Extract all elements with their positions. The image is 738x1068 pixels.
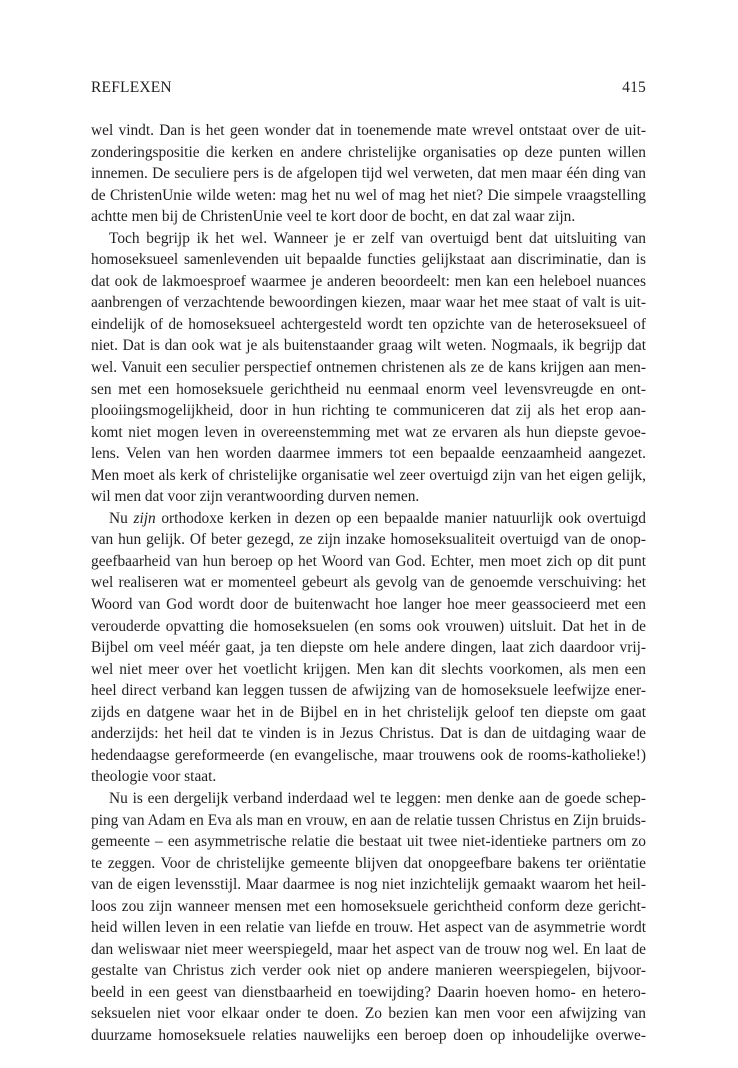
text-line: plooiingsmogelijkheid, door in hun richting te communiceren dat zij als het erop aan- <box>91 402 646 420</box>
text-line: de ChristenUnie wilde weten: mag het nu wel of mag het niet? Die simpele vraagstelling <box>91 186 646 204</box>
text-line: theologie voor staat. <box>91 768 217 786</box>
text-line: te zeggen. Voor de christelijke gemeente blijven dat onopgeefbare bakens ter oriëntatie <box>91 854 646 872</box>
text-line: heel direct verband kan leggen tussen de afwijzing van de homoseksuele leefwijze ener- <box>91 682 646 700</box>
italic-emphasis: zijn <box>133 509 156 527</box>
line-rest-text: orthodoxe kerken in dezen op een bepaalde manier natuurlijk ook overtuigd <box>161 509 646 527</box>
text-line: wel realiseren wat er momenteel gebeurt als gevolg van de genoemde verschuiving: het <box>91 574 646 592</box>
text-line: Toch begrijp ik het wel. Wanneer je er zelf van overtuigd bent dat uitsluiting van <box>109 229 646 247</box>
text-line: loos zou zijn wanneer mensen met een homoseksuele gerichtheid conform deze gericht- <box>91 897 646 915</box>
text-line: niet. Dat is dan ook wat je als buitenstaander graag wilt weten. Nogmaals, ik begrijp dat <box>91 337 646 355</box>
text-line: aanbrengen of verzachtende bewoordingen kiezen, maar waar het mee staat of valt is uit- <box>91 294 646 312</box>
text-line: wel niet meer over het voetlicht krijgen. Men kan dit slechts voorkomen, als men een <box>91 660 646 678</box>
text-line: wel vindt. Dan is het geen wonder dat in toenemende mate wrevel ontstaat over de uit- <box>91 122 646 139</box>
running-head <box>91 78 646 98</box>
text-line: wil men dat voor zijn verantwoording durven nemen. <box>91 488 420 506</box>
text-line: Nu is een dergelijk verband inderdaad wel te leggen: men denke aan de goede schep- <box>109 789 646 807</box>
running-title: REFLEXEN <box>91 79 172 96</box>
text-line: sen met een homoseksuele gerichtheid nu eenmaal enorm veel levensvreugde en ont- <box>91 380 646 398</box>
text-line: zonderingspositie die kerken en andere christelijke organisaties op deze punten willen <box>91 143 646 161</box>
text-line: wel. Vanuit een seculier perspectief ontnemen christenen als ze de kans krijgen aan men- <box>91 359 646 377</box>
page-number: 415 <box>622 79 646 96</box>
text-line: duurzame homoseksuele relaties nauwelijks een beroep doen op inhoudelijke overwe- <box>91 1026 646 1044</box>
text-line: Men moet als kerk of christelijke organisatie wel zeer overtuigd zijn van het eigen gelijk, <box>91 466 646 484</box>
line-lead-text: Nu <box>109 509 134 527</box>
book-page <box>91 0 646 1068</box>
text-line: ping van Adam en Eva als man en vrouw, en aan de relatie tussen Christus en Zijn bruids- <box>91 811 646 829</box>
text-line: beeld in een geest van dienstbaarheid en toewijding? Daarin hoeven homo- en hetero- <box>91 983 646 1001</box>
text-line: Bijbel om veel méér gaat, ja ten diepste om hele andere dingen, laat zich daardoor vrij- <box>91 639 646 657</box>
text-line: seksuelen niet voor elkaar onder te doen. Zo bezien kan men voor een afwijzing van <box>91 1005 646 1023</box>
text-line: geefbaarheid van hun beroep op het Woord van God. Echter, men moet zich op dit punt <box>91 552 646 570</box>
text-line: dat ook de lakmoesproef waarmee je anderen beoordeelt: men kan een heleboel nuances <box>91 272 646 290</box>
text-line: gemeente – een asymmetrische relatie die bestaat uit twee niet-identieke partners om zo <box>91 833 646 851</box>
text-line: van de eigen levensstijl. Maar daarmee is nog niet inzichtelijk gemaakt waarom het heil- <box>91 876 646 894</box>
body-text <box>91 120 646 1047</box>
text-line: heid willen leven in een relatie van liefde en trouw. Het aspect van de asymmetrie wordt <box>91 919 646 937</box>
text-line: gestalte van Christus zich verder ook niet op andere manieren weerspiegelen, bijvoor- <box>91 962 646 980</box>
text-line: achtte men bij de ChristenUnie veel te kort door de bocht, en dat zal waar zijn. <box>91 208 576 226</box>
text-line: eindelijk of de homoseksueel achtergesteld wordt ten opzichte van de heteroseksueel of <box>91 315 646 333</box>
text-line: innemen. De seculiere pers is de afgelopen tijd wel verweten, dat men maar één ding van <box>91 165 646 183</box>
text-line: zijds en datgene waar het in de Bijbel en in het christelijk geloof ten diepste om gaat <box>91 703 646 721</box>
text-line: lens. Velen van hen worden daarmee immers tot een bepaalde eenzaamheid aangezet. <box>91 445 646 463</box>
text-line: hedendaagse gereformeerde (en evangelische, maar trouwens ook de rooms-katholieke!) <box>91 746 646 764</box>
text-line: homoseksueel samenlevenden uit bepaalde functies gelijkstaat aan discriminatie, dan is <box>91 251 646 269</box>
text-line: anderzijds: het heil dat te vinden is in Jezus Christus. Dat is dan de uitdaging waar de <box>91 725 646 743</box>
text-line: dan weliswaar niet meer weerspiegeld, maar het aspect van de trouw nog wel. En laat de <box>91 940 646 958</box>
text-line: komt niet mogen leven in overeenstemming met wat ze ervaren als hun diepste gevoe- <box>91 423 646 441</box>
text-line: verouderde opvatting die homoseksuelen (en soms ook vrouwen) uitsluit. Dat het in de <box>91 617 646 635</box>
text-line: van hun gelijk. Of beter gezegd, ze zijn inzake homoseksualiteit overtuigd van de onop- <box>91 531 646 549</box>
text-line <box>91 508 646 530</box>
text-line: Woord van God wordt door de buitenwacht hoe langer hoe meer geassocieerd met een <box>91 596 646 614</box>
